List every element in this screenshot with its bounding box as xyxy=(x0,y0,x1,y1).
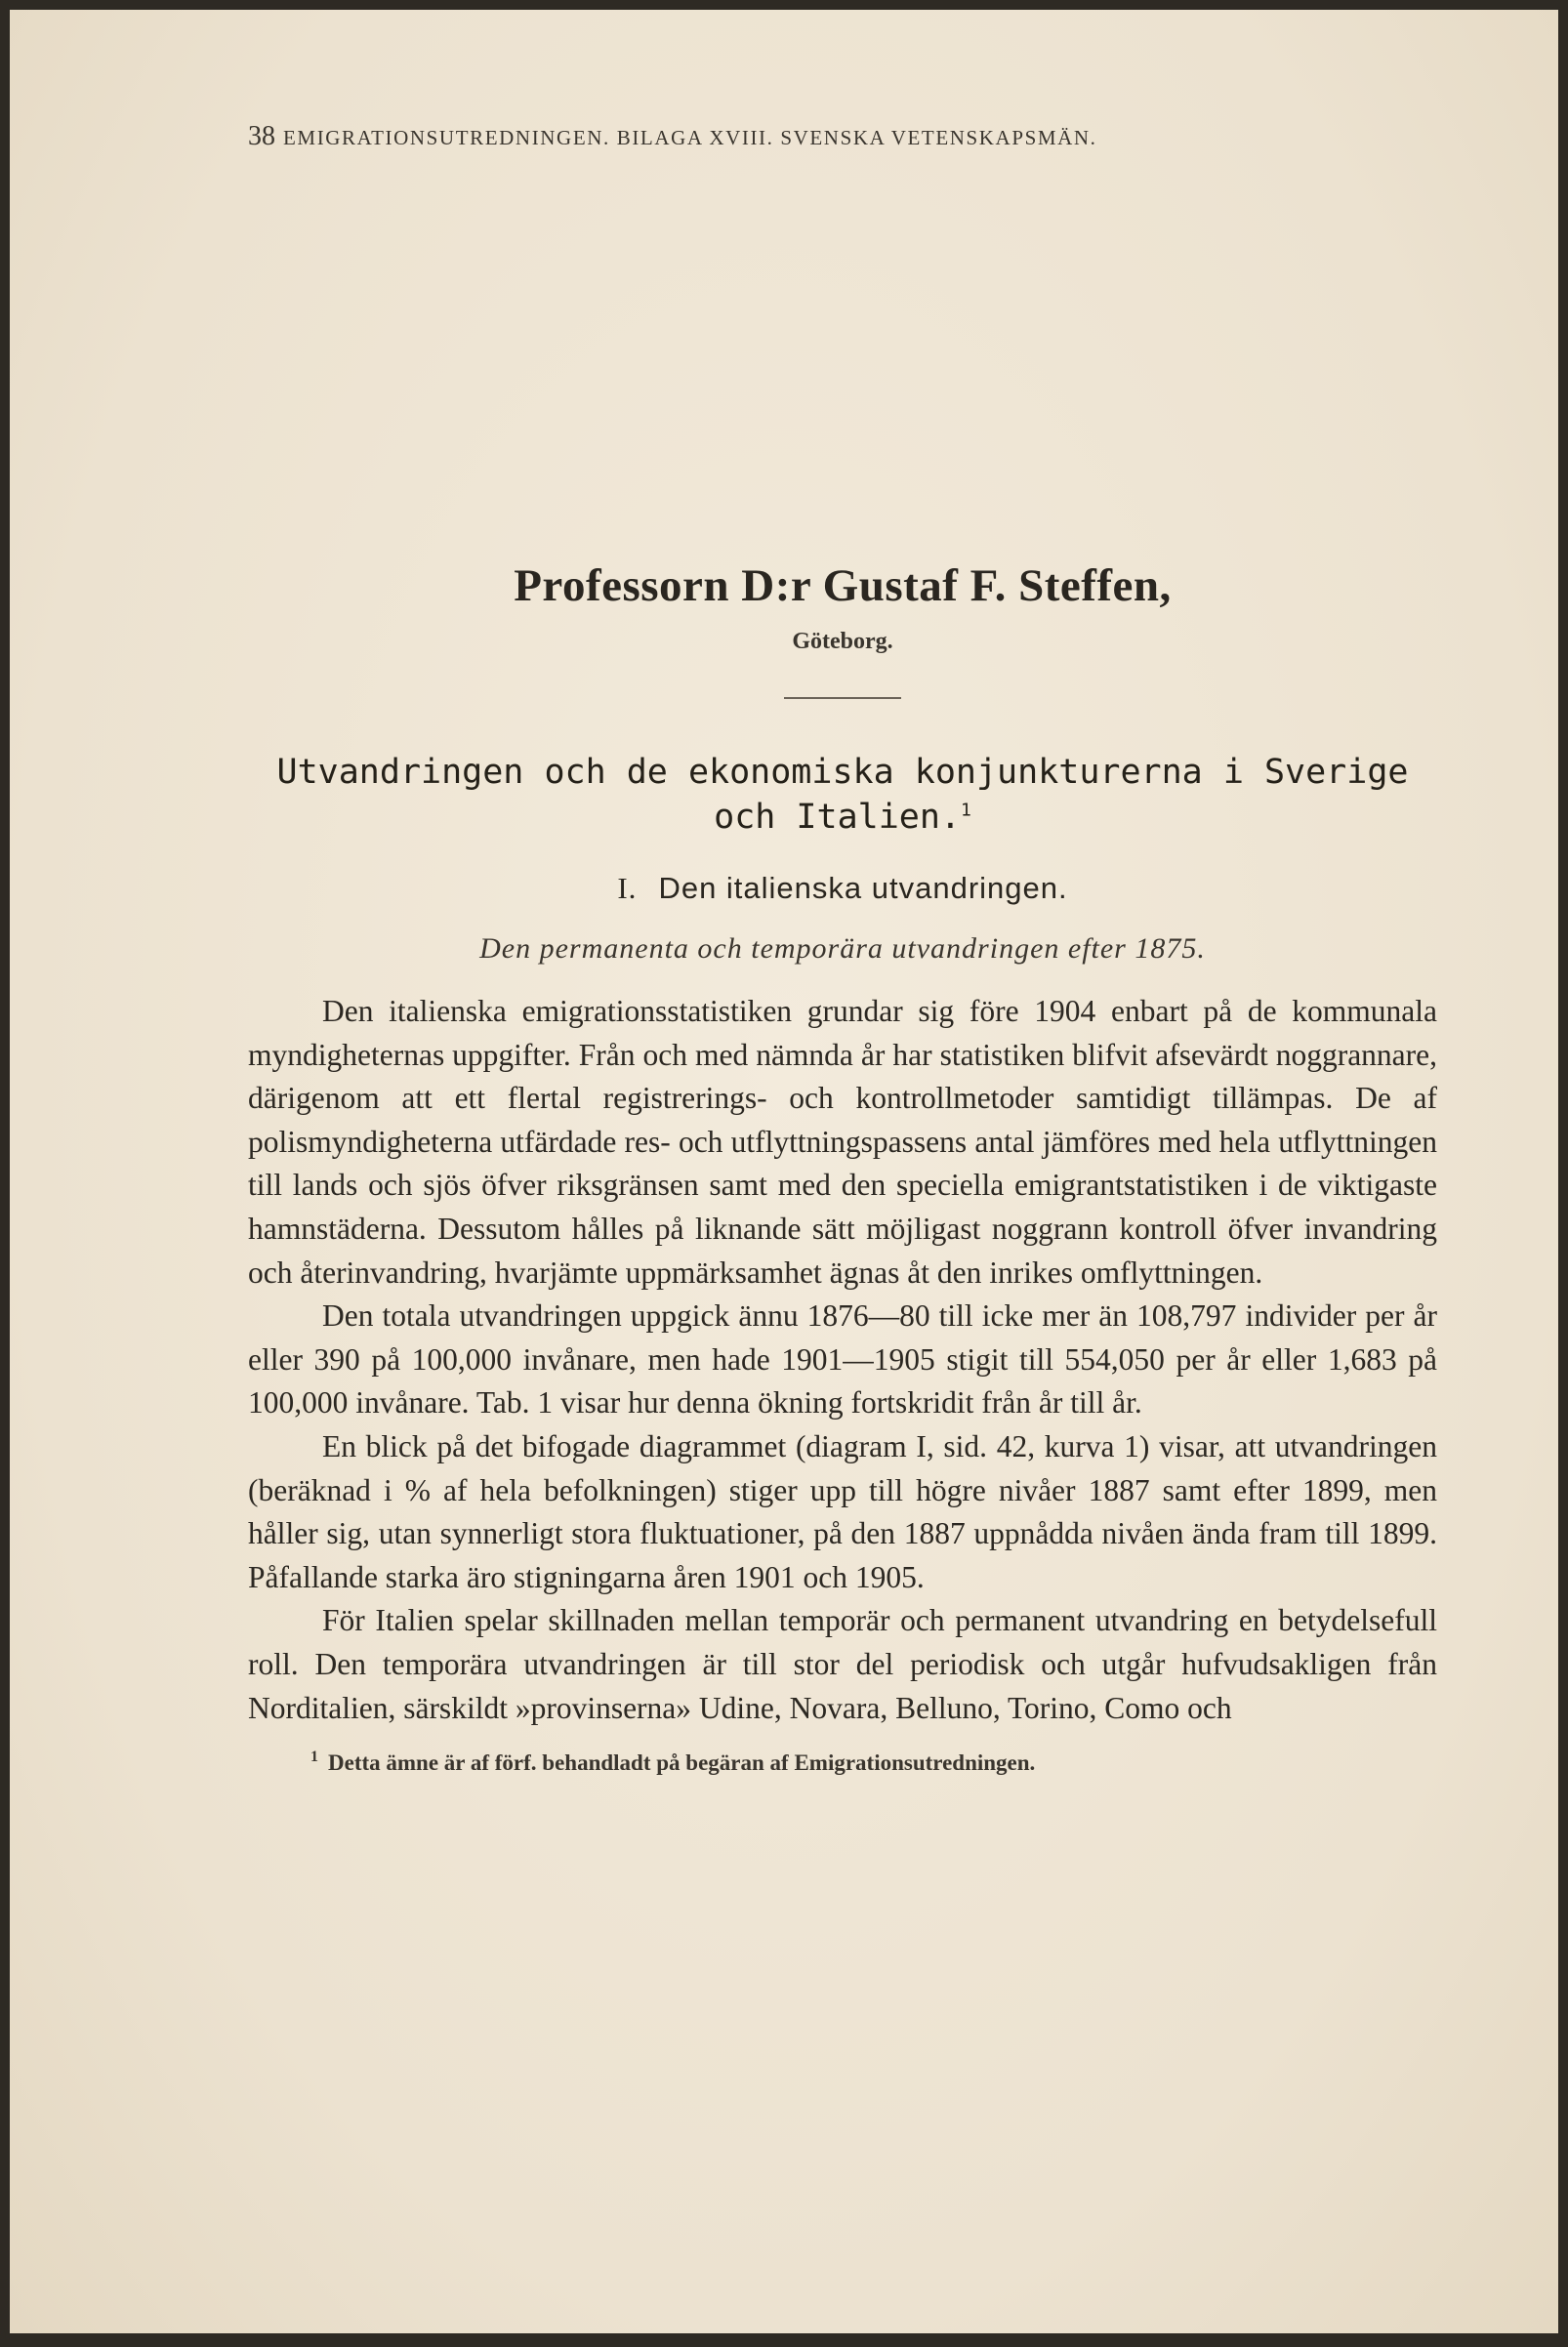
paragraph: Den totala utvandringen uppgick ännu 1876—80 till icke mer än 108,797 individer per år eller 390 på 100,000 invånare, men hade 1901—1905 stigit till 554,050 per år eller 1,683 på 100,000 invånare. Tab. 1 visar hur denna ökning fortskridit från år till år. xyxy=(248,1298,1437,1421)
author-name: Professorn D:r Gustaf F. Steffen, xyxy=(514,560,1172,611)
footnote-marker: 1 xyxy=(310,1749,318,1766)
page-content xyxy=(248,117,1437,1779)
title-footnote-marker: 1 xyxy=(961,800,971,821)
paragraph: Den italienska emigrationsstatistiken grundar sig före 1904 enbart på de kommunala myndigheternas uppgifter. Från och med nämnda år har statistiken blifvit afsevärdt noggrannare, därigenom att ett flertal registrerings- och kontrollmetoder samtidigt tillämpas. De af polismyndigheterna utfärdade res- och utflyttningspassens antal jämföres med hela utflyttningen till lands och sjös öfver riksgränsen samt med den speciella emigrantstatistiken i de viktigaste hamnstäderna. Dessutom hålles på liknande sätt möjligast noggrann kontroll öfver invandring och återinvandring, hvarjämte uppmärksamhet ägnas åt den inrikes omflyttningen. xyxy=(248,994,1437,1290)
subsection-heading: Den permanenta och temporära utvandringen efter 1875. xyxy=(479,932,1206,965)
article-title xyxy=(248,750,1437,840)
author-city: Göteborg. xyxy=(792,629,893,654)
document-page xyxy=(10,10,1558,2333)
page-number: 38 xyxy=(248,121,275,151)
paragraph: För Italien spelar skillnaden mellan temporär och permanent utvandring en betydelsefull roll. Den temporära utvandringen är till stor del periodisk och utgår hufvudsakligen från Norditalien, särskildt »provinserna» Udine, Novara, Belluno, Torino, Como och xyxy=(248,1603,1437,1725)
running-head xyxy=(248,117,1437,156)
title-divider xyxy=(784,697,901,699)
section-number: I. xyxy=(617,871,638,905)
running-head-text: EMIGRATIONSUTREDNINGEN. BILAGA XVIII. SVENSKA VETENSKAPSMÄN. xyxy=(283,126,1097,149)
article-title-line-1: Utvandringen och de ekonomiska konjunkturerna i Sverige xyxy=(276,753,1409,792)
section-heading xyxy=(248,869,1437,908)
article-title-line-2: och Italien. xyxy=(714,798,962,837)
section-title: Den italienska utvandringen. xyxy=(658,871,1068,905)
footnote xyxy=(248,1748,1437,1779)
footnote-text: Detta ämne är af förf. behandladt på begäran af Emigrationsutredningen. xyxy=(328,1750,1036,1776)
paragraph: En blick på det bifogade diagrammet (diagram I, sid. 42, kurva 1) visar, att utvandringen (beräknad i % af hela befolkningen) stiger upp till högre nivåer 1887 samt efter 1899, men håller sig, utan synnerligt stora fluktuationer, på den 1887 uppnådda nivåen ända fram till 1899. Påfallande starka äro stigningarna åren 1901 och 1905. xyxy=(248,1428,1437,1594)
body-text xyxy=(248,990,1437,1730)
